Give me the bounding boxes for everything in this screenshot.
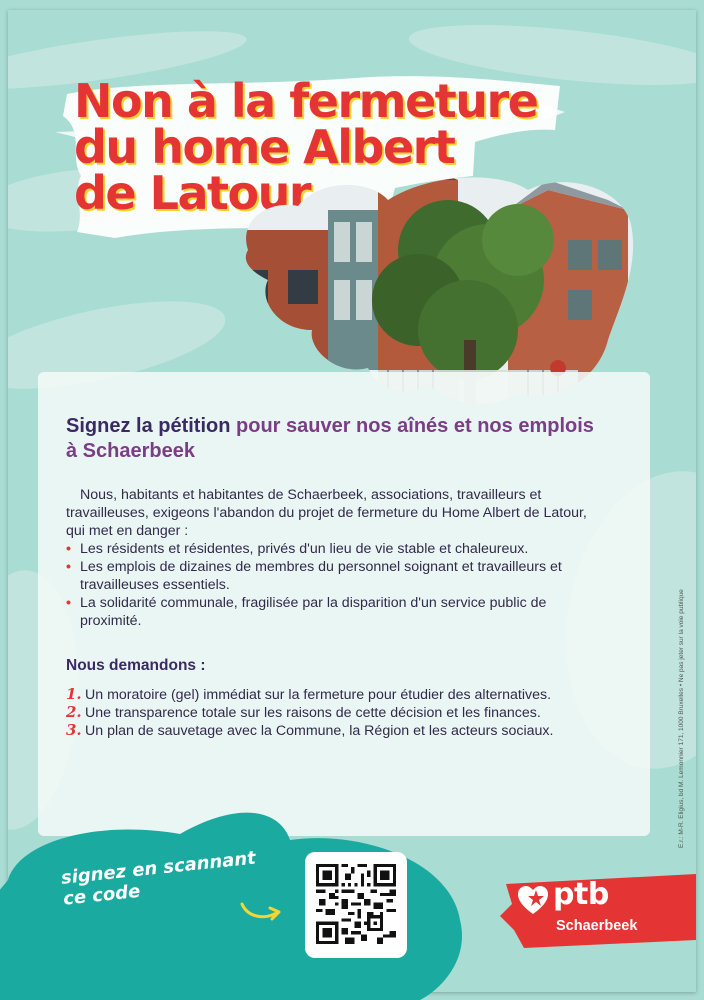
logo-name: ptb — [553, 877, 609, 912]
list-item — [66, 686, 596, 704]
cta-line: signez en scannant — [60, 847, 257, 889]
list-item-text: La solidarité communale, fragilisée par la disparition d'un service public de proximité. — [80, 595, 547, 629]
qr-code-card[interactable] — [305, 852, 407, 958]
list-item — [66, 704, 596, 722]
demands-list — [66, 686, 596, 740]
title-line: de Latour — [74, 166, 311, 220]
demands-heading: Nous demandons : — [66, 657, 206, 674]
list-item — [66, 558, 586, 594]
curved-arrow-icon — [238, 898, 284, 924]
list-item-text: Les emplois de dizaines de membres du personnel soignant et travailleurs et travailleuses essentiels. — [80, 559, 562, 593]
demand-number: 2. — [66, 703, 82, 721]
qr-code-icon[interactable] — [316, 864, 396, 944]
bullet-dot-icon: • — [66, 559, 71, 575]
cta-line: ce code — [62, 880, 142, 910]
headline-strong: Signez la pétition — [66, 415, 231, 437]
title-line: du home Albert — [74, 120, 455, 174]
title-line: Non à la fermeture — [74, 74, 538, 128]
concerns-list — [66, 540, 586, 630]
demand-text: Un moratoire (gel) immédiat sur la fermeture pour étudier des alternatives. — [85, 687, 552, 703]
list-item — [66, 594, 586, 630]
demand-text: Une transparence totale sur les raisons de cette décision et les finances. — [85, 705, 541, 721]
logo-city: Schaerbeek — [556, 918, 638, 934]
headline-rest: pour sauver nos aînés et nos emplois à Schaerbeek — [66, 415, 594, 462]
list-item — [66, 540, 586, 558]
demand-text: Un plan de sauvetage avec la Commune, la Région et les acteurs sociaux. — [85, 723, 554, 739]
ptb-heart-star-icon — [516, 884, 550, 918]
bullet-dot-icon: • — [66, 595, 71, 611]
list-item — [66, 722, 596, 740]
list-item-text: Les résidents et résidentes, privés d'un lieu de vie stable et chaleureux. — [80, 541, 529, 557]
bullet-dot-icon: • — [66, 541, 71, 557]
demand-number: 1. — [66, 685, 82, 703]
petition-headline — [66, 414, 606, 464]
legal-notice: E.r.: M-R. Eligius, bd M. Lemonnier 171, 1000 Bruxelles • Ne pas jeter sur la voie publique — [678, 589, 685, 848]
intro-paragraph: Nous, habitants et habitantes de Schaerbeek, associations, travailleurs et travailleuses, exigeons l'abandon du projet de fermeture du Home Albert de Latour, qui met en danger : — [66, 487, 587, 539]
demand-number: 3. — [66, 721, 82, 739]
